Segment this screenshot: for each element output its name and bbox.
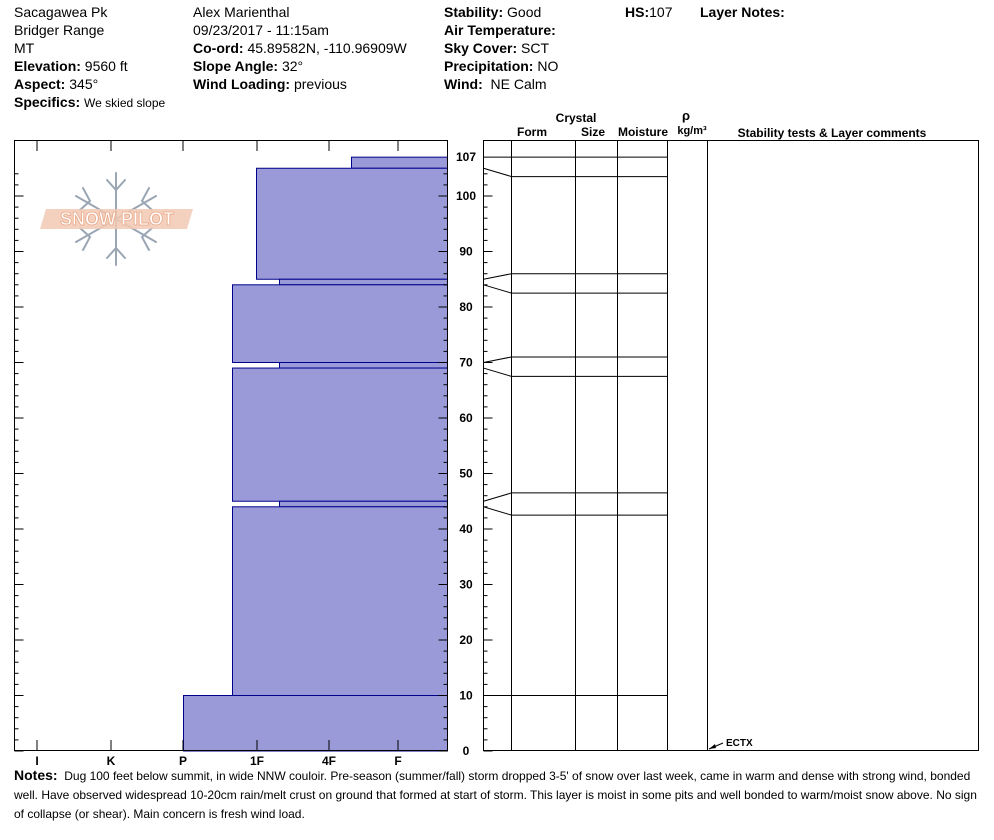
- height-tick-label: 70: [459, 355, 473, 370]
- hardness-tick-label: 4F: [321, 754, 337, 768]
- height-tick-label: 40: [459, 522, 473, 536]
- elevation-value: 9560 ft: [84, 58, 128, 74]
- height-tick-label: 50: [459, 466, 473, 481]
- test-markers: [709, 738, 753, 749]
- stability-label: Stability:: [444, 4, 504, 20]
- precip-value: NO: [537, 58, 559, 74]
- wind-label: Wind:: [444, 76, 483, 92]
- crystal-header: Crystal: [555, 111, 597, 125]
- hardness-layer: [280, 279, 448, 285]
- test-marker-arrow: [709, 744, 716, 749]
- location: Sacagawea Pk: [14, 4, 108, 20]
- hs-value: 107: [649, 4, 673, 20]
- hardness-layer: [280, 501, 448, 507]
- size-header: Size: [580, 125, 606, 139]
- hardness-layer: [280, 363, 448, 369]
- sky-value: SCT: [521, 40, 550, 56]
- snowpilot-logo: [40, 173, 193, 265]
- height-tick-label: 20: [459, 633, 473, 647]
- layer-table-frame: [484, 141, 979, 751]
- logo-text: SNOW PILOT: [60, 209, 174, 229]
- sky-label: Sky Cover:: [444, 40, 518, 56]
- height-tick-label: 100: [455, 189, 477, 203]
- hardness-layer: [233, 285, 448, 363]
- notes-label: Notes:: [14, 767, 58, 783]
- stability-value: Good: [507, 4, 542, 20]
- observation-datetime: 09/23/2017 - 11:15am: [193, 22, 329, 38]
- mountain-range: Bridger Range: [14, 22, 105, 38]
- hardness-layers: [184, 157, 448, 751]
- layer-notes-label: Layer Notes:: [700, 4, 785, 20]
- hardness-tick-label: P: [178, 754, 188, 768]
- height-tick-label: 107: [455, 150, 477, 165]
- height-tick-label: 10: [459, 688, 473, 703]
- hardness-layer: [233, 368, 448, 501]
- slope-label: Slope Angle:: [193, 58, 279, 74]
- hardness-tick-label: K: [106, 754, 116, 768]
- slope-value: 32°: [281, 58, 304, 74]
- hardness-layer: [184, 696, 448, 752]
- hardness-layer: [257, 168, 448, 279]
- height-tick-label: 0: [462, 744, 470, 758]
- coord-label: Co-ord:: [193, 40, 244, 56]
- wind-loading-label: Wind Loading:: [193, 76, 291, 92]
- wind-value: NE Calm: [490, 76, 547, 92]
- elevation-label: Elevation:: [14, 58, 81, 74]
- height-tick-label: 60: [459, 411, 473, 425]
- aspect-value: 345°: [69, 76, 99, 92]
- hardness-tick-label: I: [35, 754, 39, 768]
- hs-label: HS:: [625, 4, 650, 20]
- coord-value: 45.89582N, -110.96909W: [247, 40, 407, 56]
- density-symbol: ρ: [681, 108, 691, 123]
- specifics-value: We skied slope: [84, 96, 166, 110]
- height-tick-label: 30: [459, 577, 473, 592]
- hardness-tick-label: 1F: [249, 754, 265, 768]
- state: MT: [14, 40, 35, 56]
- aspect-label: Aspect:: [14, 76, 66, 92]
- hardness-layer: [233, 507, 448, 696]
- height-tick-label: 80: [459, 300, 473, 314]
- air-temp-label: Air Temperature:: [444, 22, 556, 38]
- density-unit: kg/m³: [677, 125, 707, 137]
- observer-name: Alex Marienthal: [193, 4, 290, 20]
- notes: [14, 766, 989, 824]
- test-result-label: ECTX: [726, 738, 753, 749]
- form-header: Form: [517, 125, 547, 139]
- notes-text: Dug 100 feet below summit, in wide NNW couloir. Pre-season (summer/fall) storm dropped 3-5' of snow over last week, came in warm and dense with strong wind, bonded well. Have observed widespread 10-20cm rain/melt crust on ground that formed at start of storm. This layer is moist in some pits and well bonded to warm/moist snow above. No sign of collapse (or shear). Main concern is fresh wind load.: [14, 769, 977, 821]
- layer-table: [484, 141, 979, 751]
- precip-label: Precipitation:: [444, 58, 534, 74]
- hardness-layer: [352, 157, 448, 168]
- stability-tests-header: Stability tests & Layer comments: [737, 126, 927, 140]
- moisture-header: Moisture: [617, 125, 669, 139]
- specifics-label: Specifics:: [14, 94, 81, 110]
- wind-loading-value: previous: [293, 76, 347, 92]
- height-tick-label: 90: [459, 244, 473, 259]
- hardness-tick-label: F: [394, 754, 402, 768]
